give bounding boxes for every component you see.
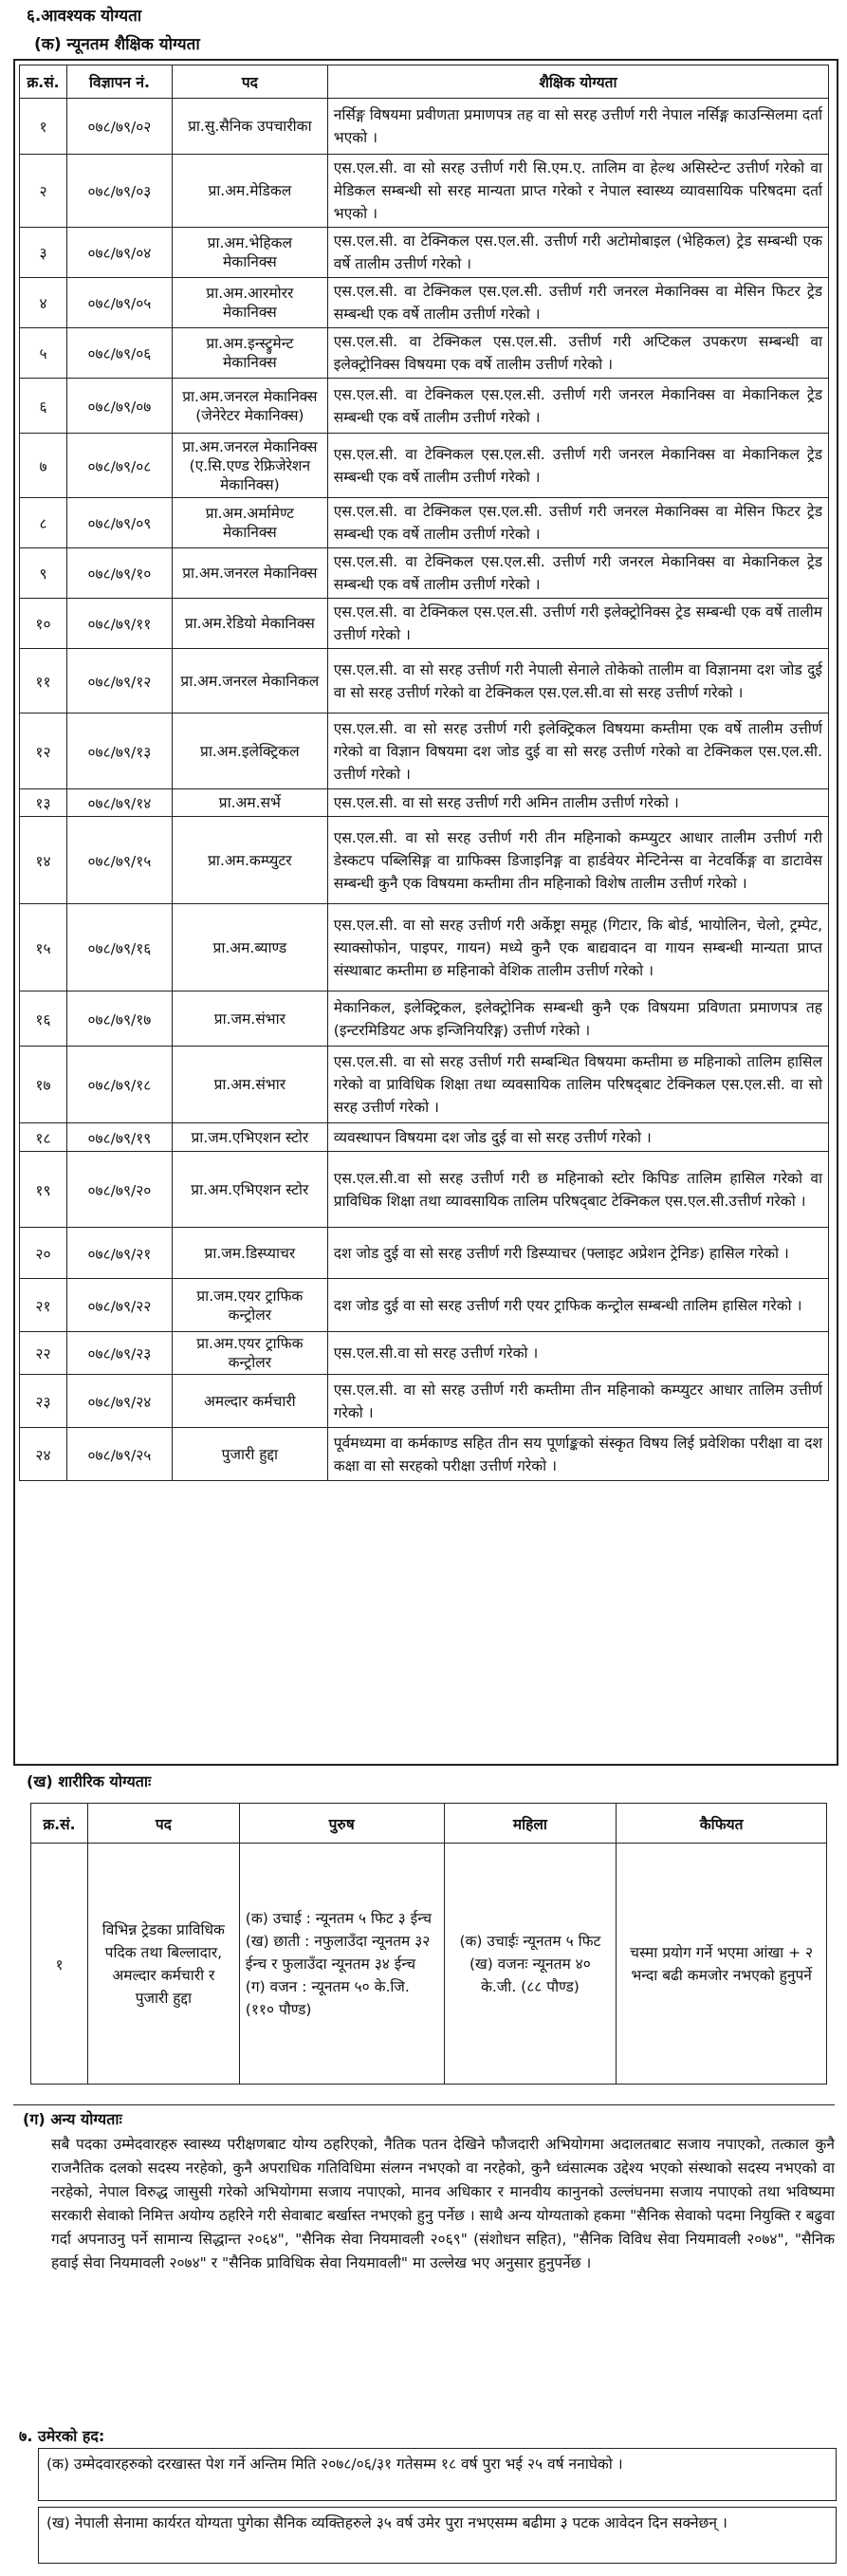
row-sn: १८ (20, 1123, 67, 1152)
age-label: ७. उमेरको हद: (19, 2427, 105, 2445)
row-post: प्रा.अम.भेहिकल मेकानिक्स (172, 228, 327, 278)
table-row (20, 99, 829, 155)
row-sn: १७ (20, 1047, 67, 1123)
header-post: पद (172, 65, 327, 99)
table-row (20, 817, 829, 904)
row-qualification: एस.एल.सी. वा टेक्निकल एस.एल.सी. उत्तीर्ण गरी अटोमोबाइल (भेहिकल) ट्रेड सम्बन्धी एक वर्षे तालीम उत्तीर्ण गरेको । (327, 228, 828, 278)
row-sn: २३ (20, 1375, 67, 1428)
row-adv-no: ०७८/७९/१६ (66, 904, 172, 991)
row-post: प्रा.अम.जनरल मेकानिकल (172, 649, 327, 713)
row-post: प्रा.अम.सर्भे (172, 789, 327, 817)
row-adv-no: ०७८/७९/०२ (66, 99, 172, 155)
header-sn: क्र.सं. (20, 65, 67, 99)
row-adv-no: ०७८/७९/०७ (66, 379, 172, 434)
section-6-title: ६.आवश्यक योग्यता (27, 7, 142, 26)
row-adv-no: ०७८/७९/२० (66, 1152, 172, 1228)
row-sn: २ (20, 155, 67, 228)
phys-header-male: पुरुष (239, 1804, 444, 1844)
row-post: प्रा.अम.संभार (172, 1047, 327, 1123)
row-post: प्रा.अम.अर्मामेण्ट मेकानिक्स (172, 498, 327, 548)
row-qualification: एस.एल.सी. वा सो सरह उत्तीर्ण गरी सम्बन्धित विषयमा कम्तीमा छ महिनाको तालिम हासिल गरेको वा प्राविधिक शिक्षा तथा व्यवसायिक तालिम परिषद्‌बाट टेक्निकल एस.एल.सी. वा सो सरह उत्तीर्ण गरेको । (327, 1047, 828, 1123)
physical-table (30, 1803, 827, 2085)
row-post: प्रा.जम.डिस्प्याचर (172, 1228, 327, 1279)
row-adv-no: ०७८/७९/१५ (66, 817, 172, 904)
header-adv-no: विज्ञापन नं. (66, 65, 172, 99)
row-sn: २१ (20, 1279, 67, 1332)
table-row (20, 434, 829, 498)
phys-header-female: महिला (444, 1804, 617, 1844)
row-sn: ४ (20, 278, 67, 328)
row-sn: १९ (20, 1152, 67, 1228)
row-adv-no: ०७८/७९/२२ (66, 1279, 172, 1332)
row-post: प्रा.सु.सैनिक उपचारीका (172, 99, 327, 155)
age-item-b: (ख) नेपाली सेनामा कार्यरत योग्यता पुगेका सैनिक व्यक्तिहरुले ३५ वर्ष उमेर पुरा नभएसम्म बढीमा ३ पटक आवेदन दिन सक्नेछन् । (38, 2507, 837, 2564)
table-row (20, 1228, 829, 1279)
row-sn: ३ (20, 228, 67, 278)
table-row (20, 379, 829, 434)
table-row (20, 649, 829, 713)
row-sn: १३ (20, 789, 67, 817)
row-sn: ९ (20, 548, 67, 599)
row-sn: २२ (20, 1332, 67, 1375)
row-adv-no: ०७८/७९/१२ (66, 649, 172, 713)
row-qualification: एस.एल.सी.वा सो सरह उत्तीर्ण गरेको । (327, 1332, 828, 1375)
row-sn: ६ (20, 379, 67, 434)
row-post: प्रा.अम.आरमोरर मेकानिक्स (172, 278, 327, 328)
table-row (20, 1279, 829, 1332)
row-adv-no: ०७८/७९/२५ (66, 1428, 172, 1481)
row-adv-no: ०७८/७९/०३ (66, 155, 172, 228)
physical-label: (ख) शारीरिक योग्यताः (27, 1772, 152, 1790)
row-adv-no: ०७८/७९/०६ (66, 328, 172, 379)
section-6-subtitle: (क) न्यूनतम शैक्षिक योग्यता (34, 35, 200, 54)
row-qualification: एस.एल.सी. वा सो सरह उत्तीर्ण गरी अमिन तालीम उत्तीर्ण गरेको । (327, 789, 828, 817)
row-post: प्रा.अम.इलेक्ट्रिकल (172, 713, 327, 789)
row-sn: ७ (20, 434, 67, 498)
table-row (20, 1428, 829, 1481)
row-qualification: एस.एल.सी. वा टेक्निकल एस.एल.सी. उत्तीर्ण गरी जनरल मेकानिक्स वा मेकानिकल ट्रेड सम्बन्धी एक वर्षे तालीम उत्तीर्ण गरेको । (327, 379, 828, 434)
row-qualification: पूर्वमध्यमा वा कर्मकाण्ड सहित तीन सय पूर्णाङ्कको संस्कृत विषय लिई प्रवेशिका परीक्षा वा दश कक्षा वा सो सरहको परीक्षा उत्तीर्ण गरेको । (327, 1428, 828, 1481)
row-qualification: एस.एल.सी. वा सो सरह उत्तीर्ण गरी तीन महिनाको कम्प्युटर आधार तालीम उत्तीर्ण गरी डेस्कटप पब्लिसिङ्ग वा ग्राफिक्स डिजाइनिङ्ग वा हार्डवेयर मेन्टिनेन्स वा नेटवर्किङ्ग वा डाटावेस सम्बन्धी कुनै एक विषयमा कम्तीमा तीन महिनाको विशेष तालीम उत्तीर्ण गरेको । (327, 817, 828, 904)
row-qualification: एस.एल.सी. वा सो सरह उत्तीर्ण गरी नेपाली सेनाले तोकेको तालीम वा विज्ञानमा दश जोड दुई वा सो सरह उत्तीर्ण गरेको वा टेक्निकल एस.एल.सी.वा सो सरह उत्तीर्ण गरेको । (327, 649, 828, 713)
row-post: प्रा.अम.एयर ट्राफिक कन्ट्रोलर (172, 1332, 327, 1375)
row-adv-no: ०७८/७९/०९ (66, 498, 172, 548)
qualification-table (19, 65, 829, 1481)
row-sn: १२ (20, 713, 67, 789)
table-row (20, 328, 829, 379)
table-row (20, 1375, 829, 1428)
row-post: प्रा.अम.मेडिकल (172, 155, 327, 228)
table-row (20, 599, 829, 649)
row-adv-no: ०७८/७९/०४ (66, 228, 172, 278)
row-adv-no: ०७८/७९/१४ (66, 789, 172, 817)
phys-header-remarks: कैफियत (617, 1804, 827, 1844)
table-row (20, 155, 829, 228)
phys-female: (क) उचाईः न्यूनतम ५ फिट (ख) वजनः न्यूनतम ४० के.जी. (८८ पौण्ड) (444, 1844, 617, 2085)
row-qualification: एस.एल.सी. वा सो सरह उत्तीर्ण गरी अर्केष्ट्रा समूह (गिटार, कि बोर्ड, भायोलिन, चेलो, ट्रम्पेट, स्याक्सोफोन, पाइपर, गायन) मध्ये कुनै एक बाद्यवादन वा गायन सम्बन्धी मान्यता प्राप्त संस्थाबाट कम्तीमा छ महिनाको वेशिक तालीम उत्तीर्ण गरेको । (327, 904, 828, 991)
row-post: प्रा.अम.एभिएशन स्टोर (172, 1152, 327, 1228)
table-row (20, 498, 829, 548)
row-qualification: दश जोड दुई वा सो सरह उत्तीर्ण गरी डिस्प्याचर (फ्लाइट अप्रेशन ट्रेनिङ) हासिल गरेको । (327, 1228, 828, 1279)
row-qualification: एस.एल.सी. वा टेक्निकल एस.एल.सी. उत्तीर्ण गरी जनरल मेकानिक्स वा मेकानिकल ट्रेड सम्बन्धी एक वर्षे तालीम उत्तीर्ण गरेको । (327, 548, 828, 599)
row-post: प्रा.अम.कम्प्युटर (172, 817, 327, 904)
row-qualification: एस.एल.सी. वा टेक्निकल एस.एल.सी. उत्तीर्ण गरी जनरल मेकानिक्स वा मेसिन फिटर ट्रेड सम्बन्धी एक वर्षे तालीम उत्तीर्ण गरेको । (327, 498, 828, 548)
row-post: प्रा.जम.एभिएशन स्टोर (172, 1123, 327, 1152)
row-post: प्रा.जम.संभार (172, 991, 327, 1047)
table-row (20, 713, 829, 789)
table-row (20, 904, 829, 991)
male-height: (क) उचाई : न्यूनतम ५ फिट ३ ईन्च (245, 1909, 433, 1927)
row-qualification: एस.एल.सी. वा सो सरह उत्तीर्ण गरी कम्तीमा तीन महिनाको कम्प्युटर आधार तालिम उत्तीर्ण गरेको । (327, 1375, 828, 1428)
male-chest: (ख) छाती : नफुलाउँदा न्यूनतम ३२ ईन्च र फुलाउँदा न्यूनतम ३४ ईन्च (245, 1932, 431, 1973)
row-qualification: एस.एल.सी. वा सो सरह उत्तीर्ण गरी इलेक्ट्रिकल विषयमा कम्तीमा एक वर्षे तालीम उत्तीर्ण गरेको वा विज्ञान विषयमा दश जोड दुई वा सो सरह उत्तीर्ण गरेको वा टेक्निकल एस.एल.सी. उत्तीर्ण गरेको । (327, 713, 828, 789)
table-row (20, 1152, 829, 1228)
row-post: प्रा.अम.जनरल मेकानिक्स (ए.सि.एण्ड रेफ्रिजेरेशन मेकानिक्स) (172, 434, 327, 498)
row-sn: १ (20, 99, 67, 155)
row-sn: ८ (20, 498, 67, 548)
table-row (20, 1047, 829, 1123)
table-row (20, 548, 829, 599)
row-post: प्रा.अम.ब्याण्ड (172, 904, 327, 991)
row-post: पुजारी हुद्दा (172, 1428, 327, 1481)
row-post: प्रा.अम.जनरल मेकानिक्स (जेनेरेटर मेकानिक्स) (172, 379, 327, 434)
row-sn: ५ (20, 328, 67, 379)
table-row (20, 228, 829, 278)
row-sn: २० (20, 1228, 67, 1279)
row-sn: १४ (20, 817, 67, 904)
row-qualification: एस.एल.सी. वा टेक्निकल एस.एल.सी. उत्तीर्ण गरी जनरल मेकानिक्स वा मेकानिकल ट्रेड सम्बन्धी एक वर्षे तालीम उत्तीर्ण गरेको । (327, 434, 828, 498)
table-row (20, 789, 829, 817)
table-row (20, 1123, 829, 1152)
row-qualification: एस.एल.सी.वा सो सरह उत्तीर्ण गरी छ महिनाको स्टोर किपिङ तालिम हासिल गरेको वा प्राविधिक शिक्षा तथा व्यावसायिक तालिम परिषद्‌बाट टेक्निकल एस.एल.सी.उत्तीर्ण गरेको । (327, 1152, 828, 1228)
male-weight: (ग) वजन : न्यूनतम ५० के.जि. (११० पौण्ड) (245, 1977, 410, 2018)
row-sn: १५ (20, 904, 67, 991)
row-adv-no: ०७८/७९/११ (66, 599, 172, 649)
divider (13, 2104, 835, 2105)
row-adv-no: ०७८/७९/१९ (66, 1123, 172, 1152)
row-post: प्रा.अम.जनरल मेकानिक्स (172, 548, 327, 599)
row-post: प्रा.अम.रेडियो मेकानिक्स (172, 599, 327, 649)
phys-header-sn: क्र.सं. (31, 1804, 88, 1844)
row-adv-no: ०७८/७९/१३ (66, 713, 172, 789)
row-sn: २४ (20, 1428, 67, 1481)
table-row (20, 1332, 829, 1375)
other-qualifications-text: सबै पदका उम्मेदवारहरु स्वास्थ्य परीक्षणबाट योग्य ठहरिएको, नैतिक पतन देखिने फौजदारी अभियोगमा अदालतबाट सजाय नपाएको, तत्काल कुनै राजनैतिक दलको सदस्य नरहेको, कुनै अपराधिक गतिविधिमा संलग्न नभएको वा नरहेको, कुनै ध्वंसात्मक उद्देश्य भएको संस्थाको सदस्य नभएको वा नरहेको, नेपाल विरुद्ध जासुसी गरेको अभियोगमा सजाय नपाएको, मानव अधिकार र मानवीय कानुनको उल्लंघनमा सजाय नपाएको तथा भविष्यमा सरकारी सेवाको निमित्त अयोग्य ठहरिने गरी सेवाबाट बर्खास्त नभएको हुनु पर्नेछ । साथै अन्य योग्यताको हकमा "सैनिक सेवाको पदमा नियुक्ति र बढुवा गर्दा अपनाउनु पर्ने सामान्य सिद्धान्त २०६४", "सैनिक सेवा नियमावली २०६९" (संशोधन सहित), "सैनिक विविध सेवा नियमावली २०७४", "सैनिक हवाई सेवा नियमावली २०७४" र "सैनिक प्राविधिक सेवा नियमावली" मा उल्लेख भए अनुसार हुनुपर्नेछ । (51, 2136, 835, 2271)
row-sn: ११ (20, 649, 67, 713)
row-qualification: एस.एल.सी. वा सो सरह उत्तीर्ण गरी सि.एम.ए. तालिम वा हेल्थ असिस्टेन्ट उत्तीर्ण गरेको वा मेडिकल सम्बन्धी सो सरह मान्यता प्राप्त गरेको र नेपाल स्वास्थ्य व्यावसायिक परिषदमा दर्ता भएको । (327, 155, 828, 228)
phys-post: विभिन्न ट्रेडका प्राविधिक पदिक तथा बिल्लादार, अमल्दार कर्मचारी र पुजारी हुद्दा (87, 1844, 239, 2085)
row-sn: १६ (20, 991, 67, 1047)
row-adv-no: ०७८/७९/२३ (66, 1332, 172, 1375)
row-qualification: नर्सिङ्ग विषयमा प्रवीणता प्रमाणपत्र तह वा सो सरह उत्तीर्ण गरी नेपाल नर्सिङ्ग काउन्सिलमा दर्ता भएको । (327, 99, 828, 155)
row-qualification: एस.एल.सी. वा टेक्निकल एस.एल.सी. उत्तीर्ण गरी इलेक्ट्रोनिक्स ट्रेड सम्बन्धी एक वर्षे तालीम उत्तीर्ण गरेको । (327, 599, 828, 649)
row-post: प्रा.जम.एयर ट्राफिक कन्ट्रोलर (172, 1279, 327, 1332)
row-qualification: एस.एल.सी. वा टेक्निकल एस.एल.सी. उत्तीर्ण गरी जनरल मेकानिक्स वा मेसिन फिटर ट्रेड सम्बन्धी एक वर्षे तालीम उत्तीर्ण गरेको । (327, 278, 828, 328)
phys-male (239, 1844, 444, 2085)
row-qualification: दश जोड दुई वा सो सरह उत्तीर्ण गरी एयर ट्राफिक कन्ट्रोल सम्बन्धी तालिम हासिल गरेको । (327, 1279, 828, 1332)
row-sn: १० (20, 599, 67, 649)
other-label: (ग) अन्य योग्यताः (23, 2110, 122, 2128)
row-adv-no: ०७८/७९/१८ (66, 1047, 172, 1123)
row-post: अमल्दार कर्मचारी (172, 1375, 327, 1428)
row-post: प्रा.अम.इन्स्ट्रुमेन्ट मेकानिक्स (172, 328, 327, 379)
row-adv-no: ०७८/७९/०८ (66, 434, 172, 498)
table-row (20, 278, 829, 328)
row-qualification: मेकानिकल, इलेक्ट्रिकल, इलेक्ट्रोनिक सम्बन्धी कुनै एक विषयमा प्रविणता प्रमाणपत्र तह (इन्टरमिडियट अफ इन्जिनियरिङ्ग) उत्तीर्ण गरेको । (327, 991, 828, 1047)
row-qualification: व्यवस्थापन विषयमा दश जोड दुई वा सो सरह उत्तीर्ण गरेको । (327, 1123, 828, 1152)
phys-sn: १ (31, 1844, 88, 2085)
row-adv-no: ०७८/७९/०५ (66, 278, 172, 328)
age-item-a: (क) उम्मेदवारहरुको दरखास्त पेश गर्ने अन्तिम मिति २०७८/०६/३१ गतेसम्म १८ वर्ष पुरा भई २५ वर्ष ननाघेको । (38, 2448, 837, 2501)
phys-header-post: पद (87, 1804, 239, 1844)
row-adv-no: ०७८/७९/२४ (66, 1375, 172, 1428)
table-row (20, 991, 829, 1047)
row-adv-no: ०७८/७९/२१ (66, 1228, 172, 1279)
header-qualification: शैक्षिक योग्यता (327, 65, 828, 99)
row-adv-no: ०७८/७९/१७ (66, 991, 172, 1047)
row-qualification: एस.एल.सी. वा टेक्निकल एस.एल.सी. उत्तीर्ण गरी अप्टिकल उपकरण सम्बन्धी वा इलेक्ट्रोनिक्स विषयमा एक वर्षे तालीम उत्तीर्ण गरेको । (327, 328, 828, 379)
row-adv-no: ०७८/७९/१० (66, 548, 172, 599)
phys-remarks: चस्मा प्रयोग गर्ने भएमा आंखा + २ भन्दा बढी कमजोर नभएको हुनुपर्ने (617, 1844, 827, 2085)
